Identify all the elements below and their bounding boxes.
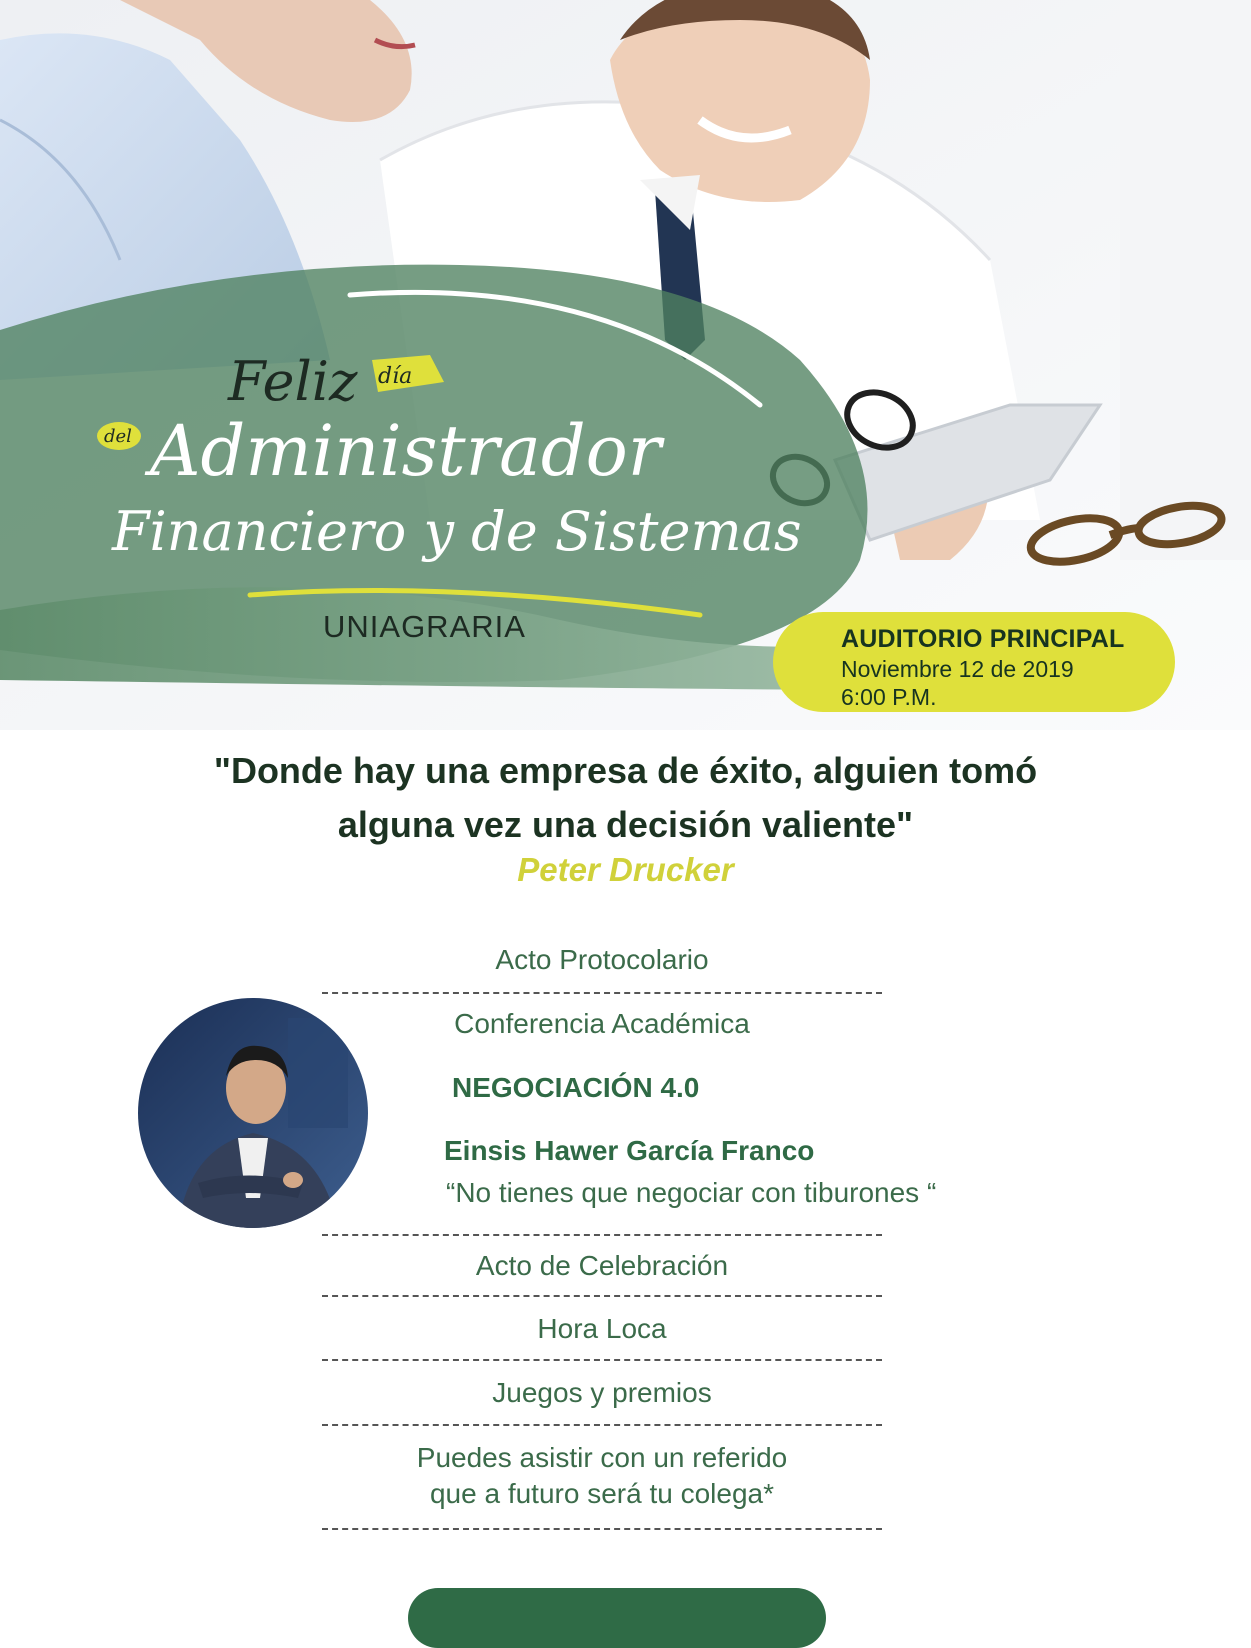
agenda-item-acto-protocolario: Acto Protocolario [495, 944, 709, 975]
title-financiero: Financiero y de Sistemas [112, 500, 802, 563]
title-dia: día [378, 364, 413, 389]
agenda-item-hora-loca: Hora Loca [537, 1313, 667, 1344]
event-badge [773, 612, 1175, 712]
bottom-action-button[interactable] [408, 1588, 826, 1648]
dashed-divider [322, 1424, 882, 1426]
event-time: 6:00 P.M. [841, 684, 937, 710]
quote-author: Peter Drucker [517, 851, 734, 888]
referido-line-1: Puedes asistir con un referido [416, 1442, 788, 1473]
agenda-item-conferencia: Conferencia Académica [454, 1008, 750, 1039]
title-feliz: Feliz [228, 350, 358, 413]
talk-quote: “No tienes que negociar con tiburones “ [446, 1177, 937, 1208]
event-venue: AUDITORIO PRINCIPAL [841, 625, 1125, 653]
dashed-divider [322, 1528, 882, 1530]
event-date: Noviembre 12 de 2019 [841, 656, 1074, 682]
title-del: del [104, 426, 132, 447]
dashed-divider [322, 992, 882, 994]
quote-line-2: alguna vez una decisión valiente" [337, 804, 914, 845]
agenda-item-celebracion: Acto de Celebración [475, 1250, 729, 1281]
quote-block [120, 744, 1131, 852]
dashed-divider [322, 1359, 882, 1361]
quote-line-1: "Donde hay una empresa de éxito, alguien tomó [213, 750, 1038, 791]
talk-title: NEGOCIACIÓN 4.0 [452, 1072, 700, 1103]
institution-name: UNIAGRARIA [323, 609, 526, 644]
title-administrador: Administrador [150, 410, 662, 492]
dashed-divider [322, 1295, 882, 1297]
speaker-avatar [138, 998, 368, 1228]
agenda-item-juegos: Juegos y premios [492, 1377, 712, 1408]
speaker-name: Einsis Hawer García Franco [444, 1135, 815, 1166]
referido-line-2: que a futuro será tu colega* [429, 1478, 774, 1509]
agenda-item-referido [322, 1440, 882, 1512]
dashed-divider [322, 1234, 882, 1236]
